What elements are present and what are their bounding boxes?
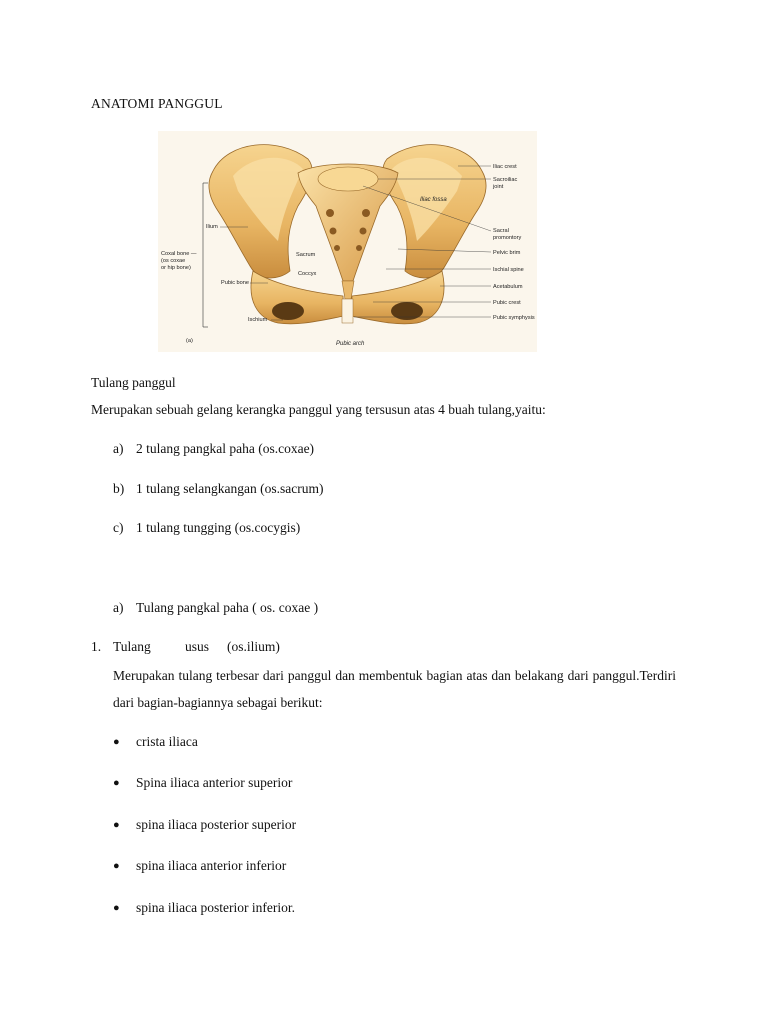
label-ischial-spine: Ischial spine bbox=[493, 267, 524, 273]
svg-text:joint: joint bbox=[493, 184, 504, 190]
svg-text:or hip bone): or hip bone) bbox=[161, 265, 191, 271]
pelvis-illustration bbox=[158, 131, 537, 352]
label-pubic-crest: Pubic crest bbox=[493, 300, 521, 306]
pelvis-figure bbox=[158, 131, 537, 352]
bullet-icon: ● bbox=[113, 902, 120, 914]
bullet-item: crista iliaca bbox=[136, 734, 198, 749]
label-iliac-crest: Iliac crest bbox=[493, 164, 517, 170]
label-pubic-bone: Pubic bone bbox=[221, 280, 249, 286]
item-title-word: Tulang bbox=[113, 639, 151, 654]
bullet-item: spina iliaca anterior inferior bbox=[136, 858, 287, 873]
list-marker: c) bbox=[113, 520, 124, 535]
item-number: 1. bbox=[91, 639, 102, 654]
bullet-icon: ● bbox=[113, 860, 120, 872]
list-item: 1 tulang selangkangan (os.sacrum) bbox=[136, 481, 324, 496]
label-sacroiliac-joint: Sacroiliac bbox=[493, 177, 518, 183]
intro-paragraph: Merupakan sebuah gelang kerangka panggul yang tersusun atas 4 buah tulang,yaitu: bbox=[91, 402, 546, 417]
bullet-icon: ● bbox=[113, 736, 120, 748]
panel-letter: (a) bbox=[186, 338, 193, 344]
label-iliac-fossa: Iliac fossa bbox=[420, 197, 447, 203]
label-pelvic-brim: Pelvic brim bbox=[493, 250, 521, 256]
label-pubic-symphysis: Pubic symphysis bbox=[493, 315, 535, 321]
list-marker: a) bbox=[113, 441, 124, 456]
label-pubic-arch: Pubic arch bbox=[336, 341, 365, 347]
bullet-icon: ● bbox=[113, 777, 120, 789]
section-marker: a) bbox=[113, 600, 124, 615]
label-ilium: Ilium bbox=[206, 224, 218, 230]
section-subheading: Tulang pangkal paha ( os. coxae ) bbox=[136, 600, 319, 615]
list-marker: b) bbox=[113, 481, 125, 496]
label-coccyx: Coccyx bbox=[298, 271, 317, 277]
bullet-item: spina iliaca posterior inferior. bbox=[136, 900, 295, 915]
label-sacrum: Sacrum bbox=[296, 252, 316, 258]
bullet-icon: ● bbox=[113, 819, 120, 831]
label-acetabulum: Acetabulum bbox=[493, 284, 523, 290]
bullet-item: spina iliaca posterior superior bbox=[136, 817, 297, 832]
list-item: 1 tulang tungging (os.cocygis) bbox=[136, 520, 301, 535]
list-item: 2 tulang pangkal paha (os.coxae) bbox=[136, 441, 315, 456]
label-coxal-bone: Coxal bone — bbox=[161, 251, 197, 257]
section-heading: Tulang panggul bbox=[91, 375, 176, 390]
item-title-word: usus bbox=[185, 639, 210, 654]
item-description: Merupakan tulang terbesar dari panggul dan membentuk bagian atas dan belakang dari panggul.Terdiri dari bagian-bagiannya sebagai berikut: bbox=[113, 668, 676, 710]
label-ischium: Ischium bbox=[248, 317, 268, 323]
document-title: ANATOMI PANGGUL bbox=[91, 96, 223, 111]
svg-text:promontory: promontory bbox=[493, 235, 522, 241]
svg-text:(os coxae: (os coxae bbox=[161, 258, 186, 264]
item-title-word: (os.ilium) bbox=[227, 639, 280, 654]
bullet-item: Spina iliaca anterior superior bbox=[136, 775, 293, 790]
label-sacral-promontory: Sacral bbox=[493, 228, 509, 234]
